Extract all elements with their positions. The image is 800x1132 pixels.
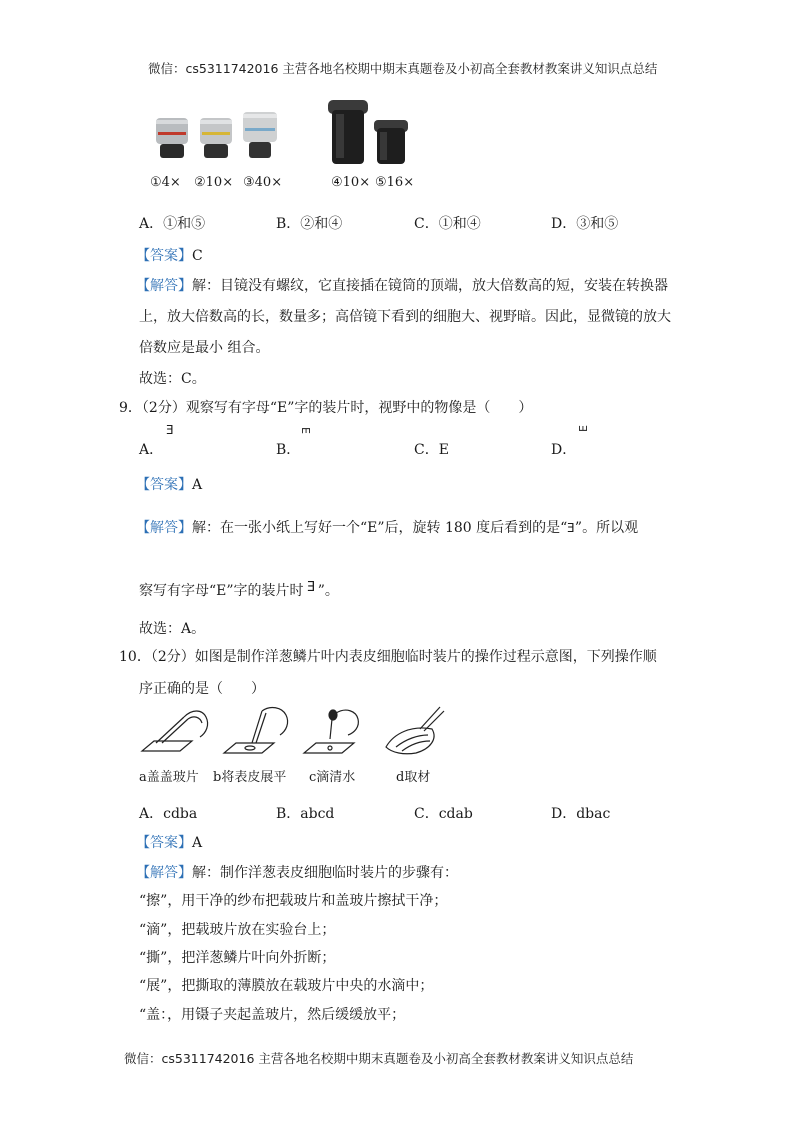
q8-option-b: B．②和④	[276, 216, 343, 232]
explain-text: 解：目镜没有螺纹，它直接插在镜筒的顶端，放大倍数高的短，安装在转换器	[192, 278, 668, 294]
page-footer: 微信：cs5311742016 主营各地名校期中期末真题卷及小初高全套教材教案讲义知识点总结	[124, 1051, 634, 1066]
q9-explain-line-2	[139, 580, 339, 600]
q10-option-c: C．cdab	[414, 806, 473, 822]
lens-label-2: ②10×	[194, 175, 234, 190]
q9-answer	[136, 474, 202, 494]
sketch-cover-slip	[142, 711, 208, 751]
lens-label-1: ①4×	[150, 175, 181, 190]
q10-stem-line-1: 10．（2分）如图是制作洋葱鳞片叶内表皮细胞临时装片的操作过程示意图，下列操作顺	[119, 649, 657, 665]
q8-option-a: A．①和⑤	[139, 216, 206, 232]
sketch-take-material	[386, 707, 444, 754]
caption-c: c滴清水	[309, 770, 356, 785]
q8-option-c: C．①和④	[414, 216, 481, 232]
q8-explain-line-3: 倍数应是最小 组合。	[139, 340, 270, 356]
explain-tag: 【解答】	[136, 520, 192, 536]
objective-lens-4x	[156, 118, 188, 158]
answer-tag: 【答案】	[136, 835, 192, 851]
rotated-e-glyph: E	[567, 521, 575, 535]
answer-value: A	[192, 477, 203, 493]
q9-option-d: D．	[551, 442, 577, 458]
q10-step-1: “擦”，用干净的纱布把载玻片和盖玻片擦拭干净；	[139, 893, 448, 909]
answer-value: A	[192, 835, 203, 851]
q9-option-a-image: E	[166, 423, 174, 437]
q10-answer	[136, 832, 202, 852]
q10-stem-line-2: 序正确的是（ ）	[139, 681, 265, 697]
q9-option-b: B．	[276, 442, 301, 458]
explain-text-b: ”。所以观	[574, 520, 639, 536]
caption-d: d取材	[396, 770, 431, 785]
answer-value: C	[192, 248, 203, 264]
q10-step-3: “撕”，把洋葱鳞片叶向外折断；	[139, 950, 336, 966]
lens-figure	[148, 98, 438, 170]
q9-option-d-image: E	[576, 425, 590, 432]
q10-step-5: “盖：，用镊子夹起盖玻片，然后缓缓放平；	[139, 1007, 406, 1023]
q9-option-c: C．E	[414, 442, 449, 458]
q9-explain-line-1	[136, 517, 638, 537]
eyepiece-10x	[328, 100, 368, 164]
sketch-spread-epidermis	[224, 708, 288, 753]
explain-text: 解：制作洋葱表皮细胞临时装片的步骤有：	[192, 865, 458, 881]
explain-tag: 【解答】	[136, 865, 192, 881]
answer-tag: 【答案】	[136, 248, 192, 264]
explain-text-a: 察写有字母“E”字的装片时	[139, 583, 304, 599]
q9-option-b-image: E	[298, 427, 312, 434]
lens-label-5: ⑤16×	[375, 175, 415, 190]
q9-option-a-label: A．	[139, 442, 164, 458]
lens-label-4: ④10×	[331, 175, 371, 190]
eyepiece-16x	[374, 120, 408, 164]
answer-tag: 【答案】	[136, 477, 192, 493]
procedure-figure	[140, 703, 450, 761]
q10-option-d: D．dbac	[551, 806, 611, 822]
q8-option-d: D．③和⑤	[551, 216, 619, 232]
sketch-drop-water	[304, 710, 358, 753]
explain-text-b: ”。	[317, 583, 339, 599]
page-header: 微信：cs5311742016 主营各地名校期中期末真题卷及小初高全套教材教案讲义知识点总结	[148, 61, 658, 76]
q8-conclusion: 故选：C。	[139, 371, 206, 387]
q10-step-4: “展”，把撕取的薄膜放在载玻片中央的水滴中；	[139, 978, 434, 994]
q10-option-b: B．abcd	[276, 806, 335, 822]
q9-option-a	[139, 439, 163, 459]
q10-option-a: A．cdba	[139, 806, 198, 822]
objective-lens-40x	[243, 112, 277, 158]
q8-answer	[136, 245, 203, 265]
explain-text-a: 解：在一张小纸上写好一个“E”后，旋转 180 度后看到的是“	[192, 520, 568, 536]
q9-stem: 9．（2分）观察写有字母“E”字的装片时，视野中的物像是（ ）	[119, 400, 533, 416]
q8-explain-line-2: 上，放大倍数高的长，数量多；高倍镜下看到的细胞大、视野暗。因此，显微镜的放大	[139, 309, 671, 325]
q9-conclusion: 故选：A。	[139, 621, 206, 637]
q10-explain-line-1	[136, 862, 458, 882]
q10-step-2: “滴”，把载玻片放在实验台上；	[139, 922, 336, 938]
caption-b: b将表皮展平	[213, 770, 287, 785]
q8-explain-line-1	[136, 275, 668, 295]
objective-lens-10x	[200, 118, 232, 158]
caption-a: a盖盖玻片	[139, 770, 199, 785]
lens-label-3: ③40×	[243, 175, 283, 190]
rotated-e-glyph: E	[306, 580, 315, 595]
explain-tag: 【解答】	[136, 278, 192, 294]
